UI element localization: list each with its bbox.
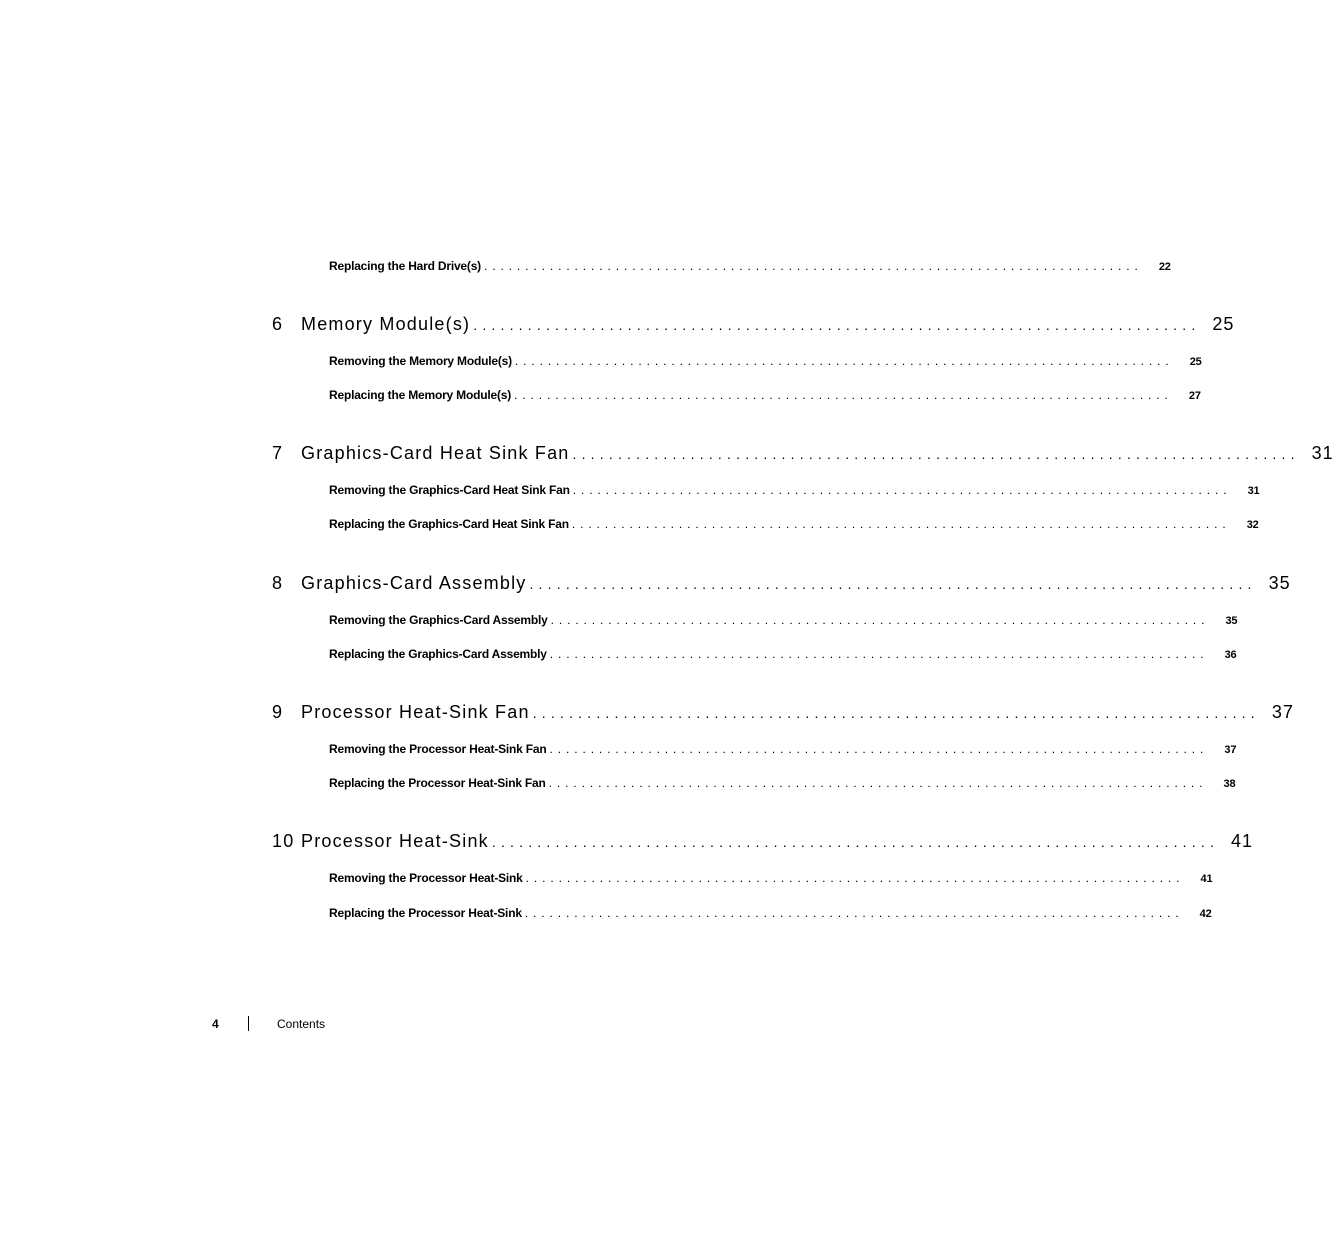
chapter-number: 9: [272, 702, 284, 722]
toc-entry-title: Replacing the Graphics-Card Heat Sink Fan: [329, 517, 569, 531]
dot-leader: ................................................................................: [549, 647, 1209, 661]
dot-leader: ................................................................................: [572, 483, 1232, 497]
toc-entry-title: Removing the Graphics-Card Heat Sink Fan: [329, 483, 570, 497]
footer-divider: [248, 1016, 249, 1031]
toc-entry-page: 37: [1224, 744, 1237, 756]
toc-entry-title: Removing the Processor Heat-Sink: [329, 871, 523, 885]
toc-chapter-graphics-card-assembly[interactable]: [272, 573, 1291, 594]
dot-leader: ................................................................................: [529, 576, 1257, 592]
toc-entry-replacing-graphics-card-assembly[interactable]: [329, 647, 1237, 661]
chapter-number: 7: [272, 443, 284, 463]
dot-leader: ................................................................................: [571, 517, 1231, 531]
toc-chapter-memory-modules[interactable]: [272, 314, 1235, 335]
toc-entry-replacing-processor-heat-sink[interactable]: [329, 906, 1212, 920]
toc-entry-page: 31: [1247, 485, 1260, 497]
toc-entry-title: Replacing the Hard Drive(s): [329, 259, 481, 273]
footer-page-number: 4: [212, 1016, 219, 1031]
toc-entry-page: 25: [1189, 356, 1202, 368]
chapter-title: Memory Module(s): [301, 314, 471, 334]
toc-chapter-processor-heat-sink[interactable]: [272, 831, 1254, 852]
chapter-number: 6: [272, 314, 284, 334]
chapter-page: 35: [1268, 573, 1291, 593]
toc-chapter-processor-heat-sink-fan[interactable]: [272, 702, 1294, 723]
chapter-number: 8: [272, 573, 284, 593]
dot-leader: ................................................................................: [473, 317, 1201, 333]
toc-entry-title: Replacing the Memory Module(s): [329, 388, 512, 402]
toc-entry-page: 27: [1188, 390, 1201, 402]
toc-entry-title: Removing the Processor Heat-Sink Fan: [329, 742, 547, 756]
toc-entry-title: Replacing the Processor Heat-Sink: [329, 906, 522, 920]
toc-entry-removing-processor-heat-sink-fan[interactable]: [329, 742, 1237, 756]
toc-entry-page: 32: [1246, 519, 1259, 531]
toc-chapter-graphics-card-heat-sink-fan[interactable]: [272, 443, 1334, 464]
chapter-page: 37: [1271, 702, 1294, 722]
dot-leader: ................................................................................: [525, 871, 1185, 885]
dot-leader: ................................................................................: [550, 613, 1210, 627]
toc-entry-title: Replacing the Processor Heat-Sink Fan: [329, 776, 546, 790]
toc-entry-title: Removing the Graphics-Card Assembly: [329, 613, 548, 627]
toc-entry-title: Removing the Memory Module(s): [329, 354, 512, 368]
dot-leader: ................................................................................: [514, 388, 1173, 402]
toc-entry-page: 42: [1199, 908, 1212, 920]
toc-entry-replacing-hard-drives[interactable]: [329, 259, 1171, 273]
footer-section-label: Contents: [277, 1016, 326, 1031]
chapter-title: Graphics-Card Assembly: [301, 573, 527, 593]
toc-entry-page: 38: [1223, 778, 1236, 790]
dot-leader: ................................................................................: [483, 259, 1143, 273]
toc-entry-removing-processor-heat-sink[interactable]: [329, 871, 1213, 885]
toc-entry-page: 41: [1200, 873, 1213, 885]
dot-leader: ................................................................................: [572, 446, 1300, 462]
chapter-page: 41: [1231, 831, 1254, 851]
toc-entry-replacing-graphics-card-heat-sink-fan[interactable]: [329, 517, 1259, 531]
dot-leader: ................................................................................: [524, 906, 1184, 920]
page-footer: [212, 1016, 325, 1031]
dot-leader: ................................................................................: [548, 776, 1208, 790]
chapter-number: 10: [272, 831, 295, 851]
toc-entry-removing-graphics-card-heat-sink-fan[interactable]: [329, 483, 1260, 497]
chapter-page: 31: [1311, 443, 1334, 463]
dot-leader: ................................................................................: [514, 354, 1174, 368]
dot-leader: ................................................................................: [549, 742, 1209, 756]
toc-entry-title: Replacing the Graphics-Card Assembly: [329, 647, 547, 661]
dot-leader: ................................................................................: [532, 705, 1260, 721]
toc-entry-removing-memory-modules[interactable]: [329, 354, 1202, 368]
chapter-page: 25: [1212, 314, 1235, 334]
toc-entry-replacing-memory-modules[interactable]: [329, 388, 1201, 402]
toc-entry-page: 36: [1224, 649, 1237, 661]
chapter-title: Processor Heat-Sink: [301, 831, 489, 851]
toc-entry-replacing-processor-heat-sink-fan[interactable]: [329, 776, 1236, 790]
toc-entry-removing-graphics-card-assembly[interactable]: [329, 613, 1238, 627]
toc-entry-page: 35: [1225, 615, 1238, 627]
dot-leader: ................................................................................: [491, 834, 1220, 850]
chapter-title: Graphics-Card Heat Sink Fan: [301, 443, 570, 463]
chapter-title: Processor Heat-Sink Fan: [301, 702, 530, 722]
toc-entry-page: 22: [1158, 261, 1171, 273]
